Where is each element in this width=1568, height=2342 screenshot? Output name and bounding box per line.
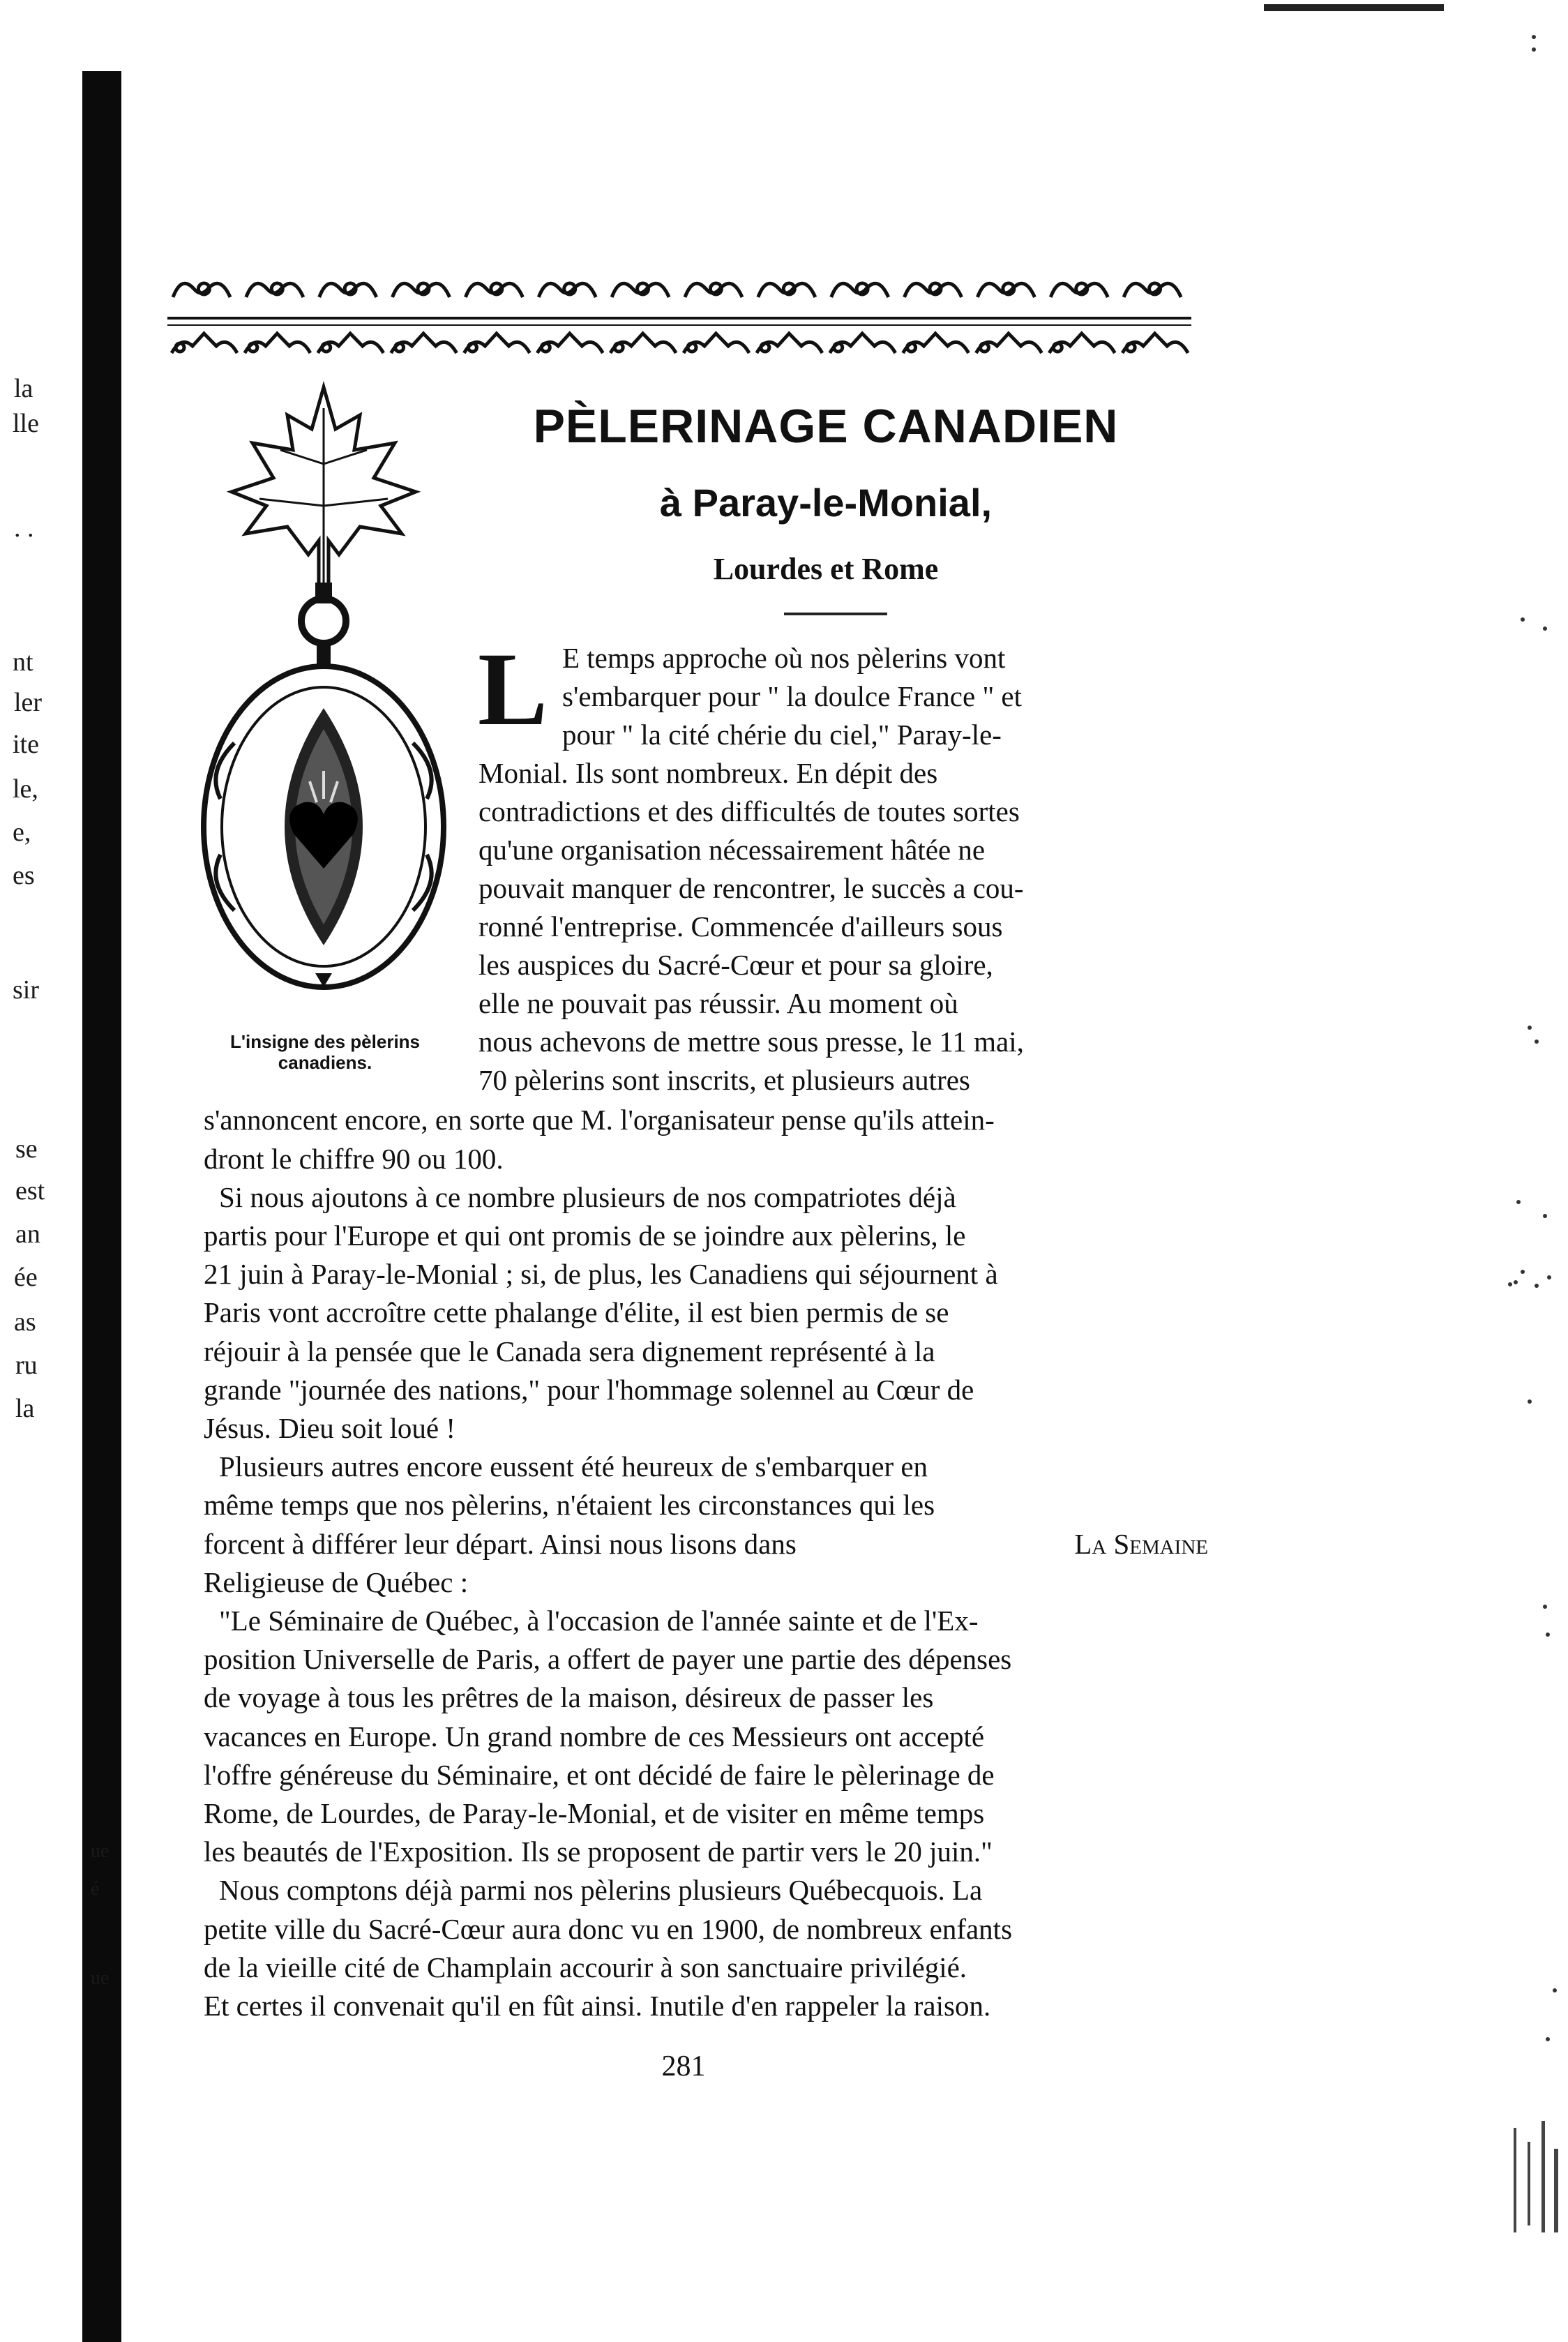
text-line: [219, 1180, 1208, 1215]
text-line: [219, 1449, 1208, 1484]
text-line: [204, 1950, 1208, 1985]
top-rule: [1264, 4, 1444, 11]
bleed-fragment: . .: [14, 513, 34, 543]
bleed-fragment: lle: [13, 409, 39, 438]
text-line: [478, 986, 1208, 1021]
text-line: [204, 1757, 1208, 1792]
figure-caption: [199, 1031, 451, 1073]
text-line: [204, 1487, 1208, 1522]
bleed-fragment: la: [14, 374, 33, 403]
bleed-fragment: ue: [91, 1967, 110, 1989]
bleed-fragment: as: [14, 1307, 36, 1337]
journal-name: La Semaine: [1074, 1528, 1208, 1560]
text-line-content: nous achevons de mettre sous presse, le 11 mai,: [478, 1026, 1024, 1058]
text-line-content: contradictions et des difficultés de toutes sortes: [478, 795, 1020, 827]
left-page-bleed: [0, 0, 82, 2342]
article-subtitle: à Paray-le-Monial,: [659, 481, 993, 525]
text-line: [478, 756, 1208, 790]
text-line-content: petite ville du Sacré-Cœur aura donc vu en 1900, de nombreux enfants: [204, 1913, 1013, 1945]
text-line: [204, 1526, 1208, 1561]
text-line-content: les beautés de l'Exposition. Ils se proposent de partir vers le 20 juin.": [204, 1836, 993, 1868]
bleed-fragment: ru: [15, 1351, 38, 1380]
text-line: [219, 1872, 1208, 1907]
text-line-content: Jésus. Dieu soit loué !: [204, 1412, 455, 1444]
article-title: PÈLERINAGE CANADIEN: [533, 400, 1119, 453]
text-line: [204, 1372, 1208, 1407]
ornamental-border: [167, 269, 1191, 363]
text-line-content: réjouir à la pensée que le Canada sera dignement représenté à la: [204, 1335, 935, 1367]
bleed-fragment: est: [15, 1176, 45, 1206]
text-line: [478, 1063, 1208, 1097]
text-line: [204, 1102, 1208, 1137]
text-line-content: "Le Séminaire de Québec, à l'occasion de l'année sainte et de l'Ex-: [219, 1605, 979, 1637]
bleed-fragment: nt: [13, 647, 33, 677]
text-line-content: dront le chiffre 90 ou 100.: [204, 1143, 504, 1175]
text-line: [562, 717, 1208, 752]
text-line: [204, 1334, 1208, 1369]
text-line: [204, 1988, 1208, 2023]
bleed-fragment: ite: [13, 730, 39, 759]
text-line-content: partis pour l'Europe et qui ont promis de se joindre aux pèlerins, le: [204, 1219, 966, 1252]
text-line: [478, 871, 1208, 906]
text-line-content: E temps approche où nos pèlerins vont: [562, 642, 1006, 674]
text-line: [204, 1141, 1208, 1176]
text-line: [204, 1834, 1208, 1869]
text-line: [478, 947, 1208, 982]
text-line: [204, 1411, 1208, 1446]
caption-line-1: L'insigne des pèlerins: [229, 1031, 421, 1052]
bleed-fragment: le,: [13, 774, 38, 804]
text-line: [478, 794, 1208, 829]
text-line: [478, 1024, 1208, 1059]
text-line-content: qu'une organisation nécessairement hâtée ne: [478, 834, 986, 866]
text-line: [204, 1796, 1208, 1831]
text-line: [478, 832, 1208, 867]
text-line: [204, 1295, 1208, 1330]
text-line-content: Nous comptons déjà parmi nos pèlerins plusieurs Québecquois. La: [219, 1874, 983, 1906]
text-line: [562, 640, 1208, 675]
text-line-content: Monial. Ils sont nombreux. En dépit des: [478, 757, 938, 789]
text-line: [204, 1218, 1208, 1253]
bleed-fragment: sir: [13, 975, 39, 1005]
text-line-content: même temps que nos pèlerins, n'étaient les circonstances qui les: [204, 1489, 935, 1521]
bleed-fragment: ler: [14, 688, 43, 717]
text-line: [204, 1256, 1208, 1291]
text-line-content: pour " la cité chérie du ciel," Paray-le-: [562, 719, 1002, 751]
bleed-fragment: ue: [91, 1840, 110, 1862]
text-line-content: Plusieurs autres encore eussent été heureux de s'embarquer en: [219, 1450, 928, 1482]
drop-cap: L: [477, 631, 548, 747]
text-line: [562, 679, 1208, 714]
page-number: 281: [661, 2050, 706, 2082]
text-line: [478, 909, 1208, 944]
bleed-fragment: é: [91, 1878, 100, 1900]
caption-line-2: canadiens.: [278, 1052, 372, 1073]
title-rule: [784, 613, 887, 615]
text-line-content: forcent à différer leur départ. Ainsi nous lisons dans: [204, 1528, 797, 1560]
text-line-content: Rome, de Lourdes, de Paray-le-Monial, et de visiter en même temps: [204, 1797, 985, 1829]
text-line-content: de la vieille cité de Champlain accourir à son sanctuaire privilégié.: [204, 1951, 967, 1983]
text-line-content: 21 juin à Paray-le-Monial ; si, de plus, les Canadiens qui séjournent à: [204, 1258, 998, 1290]
bleed-fragment: es: [13, 861, 35, 890]
text-line-content: ronné l'entreprise. Commencée d'ailleurs sous: [478, 910, 1003, 943]
article-subsubtitle: Lourdes et Rome: [713, 552, 939, 586]
bleed-fragment: se: [15, 1134, 38, 1164]
text-line-content: s'annoncent encore, en sorte que M. l'organisateur pense qu'ils attein-: [204, 1104, 995, 1136]
bleed-fragment: la: [15, 1394, 35, 1423]
text-line: [204, 1719, 1208, 1754]
bleed-fragment: e,: [13, 818, 31, 847]
text-line-content: Si nous ajoutons à ce nombre plusieurs de nos compatriotes déjà: [219, 1181, 956, 1213]
text-line-content: les auspices du Sacré-Cœur et pour sa gloire,: [478, 949, 993, 981]
text-line: [204, 1642, 1208, 1676]
pilgrim-badge-illustration: [193, 380, 455, 994]
text-line-content: Et certes il convenait qu'il en fût ainsi. Inutile d'en rappeler la raison.: [204, 1990, 991, 2022]
text-line-content: de voyage à tous les prêtres de la maison, désireux de passer les: [204, 1681, 934, 1713]
right-edge-marks: [1500, 0, 1568, 2342]
text-line-content: Paris vont accroître cette phalange d'élite, il est bien permis de se: [204, 1296, 949, 1328]
bleed-fragment: an: [15, 1219, 40, 1249]
text-line: [204, 1565, 1208, 1600]
text-line-content: Religieuse de Québec :: [204, 1566, 469, 1598]
text-line-content: vacances en Europe. Un grand nombre de ces Messieurs ont accepté: [204, 1720, 985, 1752]
binding-shadow: [82, 71, 121, 2342]
text-line-content: grande "journée des nations," pour l'hommage solennel au Cœur de: [204, 1374, 974, 1406]
text-line: [219, 1603, 1208, 1638]
text-line-content: l'offre généreuse du Séminaire, et ont décidé de faire le pèlerinage de: [204, 1759, 995, 1791]
text-line-content: pouvait manquer de rencontrer, le succès a cou-: [478, 872, 1024, 904]
text-line-content: elle ne pouvait pas réussir. Au moment où: [478, 987, 958, 1019]
bleed-fragment: ée: [14, 1263, 38, 1292]
text-line-content: position Universelle de Paris, a offert de payer une partie des dépenses: [204, 1643, 1012, 1675]
text-line-content: s'embarquer pour " la doulce France " et: [562, 680, 1023, 712]
text-line: [204, 1680, 1208, 1715]
text-line-content: 70 pèlerins sont inscrits, et plusieurs autres: [478, 1064, 970, 1096]
text-line: [204, 1912, 1208, 1946]
